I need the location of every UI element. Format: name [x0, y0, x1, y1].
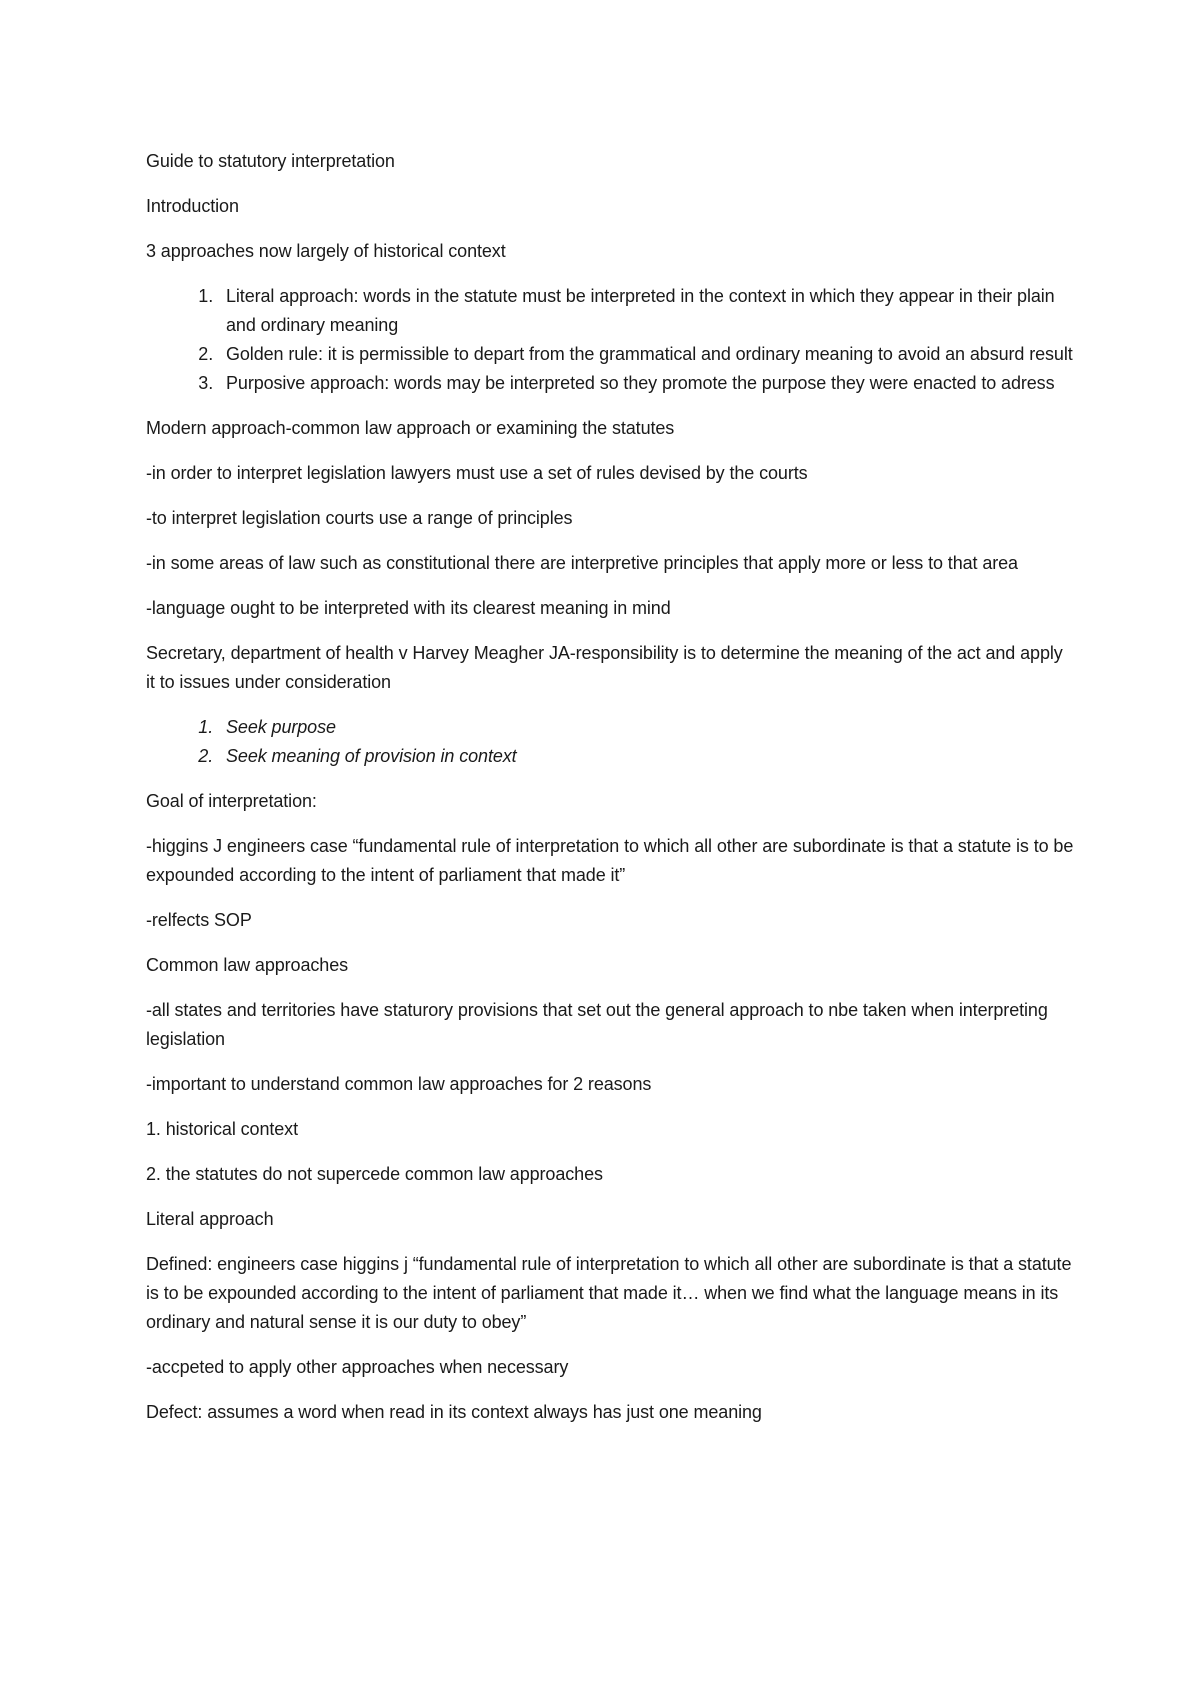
modern-approach-heading: Modern approach-common law approach or examining the statutes	[146, 418, 675, 438]
goal-heading: Goal of interpretation:	[146, 791, 317, 811]
literal-approach-heading: Literal approach	[146, 1209, 274, 1229]
list-item: 1. Seek purpose	[218, 713, 1076, 742]
secretary-list	[146, 713, 1076, 771]
literal-defect: Defect: assumes a word when read in its context always has just one meaning	[146, 1402, 762, 1422]
literal-defined: Defined: engineers case higgins j “fundamental rule of interpretation to which all other are subordinate is that a statute is to be expounded according to the intent of parliament that made it… when we find what the language means in its ordinary and natural sense it is our duty to obey”	[146, 1254, 1072, 1332]
modern-point: -in order to interpret legislation lawyers must use a set of rules devised by the courts	[146, 463, 808, 483]
common-law-point: 2. the statutes do not supercede common law approaches	[146, 1164, 603, 1184]
approaches-intro: 3 approaches now largely of historical context	[146, 241, 506, 261]
document-title: Guide to statutory interpretation	[146, 151, 395, 171]
goal-point: -relfects SOP	[146, 910, 252, 930]
approaches-list	[146, 282, 1076, 398]
introduction-heading: Introduction	[146, 196, 239, 216]
modern-point: -in some areas of law such as constitutional there are interpretive principles that apply more or less to that area	[146, 553, 1018, 573]
common-law-point: 1. historical context	[146, 1119, 298, 1139]
document-body	[146, 147, 1076, 1443]
modern-point: -language ought to be interpreted with its clearest meaning in mind	[146, 598, 671, 618]
list-item: 2. Seek meaning of provision in context	[218, 742, 1076, 771]
common-law-point: -all states and territories have staturory provisions that set out the general approach to nbe taken when interpreting legislation	[146, 1000, 1048, 1049]
list-item: 1. Literal approach: words in the statute must be interpreted in the context in which they appear in their plain and ordinary meaning	[218, 282, 1076, 340]
common-law-point: -important to understand common law approaches for 2 reasons	[146, 1074, 652, 1094]
list-item: 2. Golden rule: it is permissible to depart from the grammatical and ordinary meaning to avoid an absurd result	[218, 340, 1076, 369]
secretary-case: Secretary, department of health v Harvey Meagher JA-responsibility is to determine the meaning of the act and apply it to issues under consideration	[146, 643, 1063, 692]
list-item: 3. Purposive approach: words may be interpreted so they promote the purpose they were enacted to adress	[218, 369, 1076, 398]
literal-accepted: -accpeted to apply other approaches when necessary	[146, 1357, 569, 1377]
common-law-heading: Common law approaches	[146, 955, 348, 975]
modern-point: -to interpret legislation courts use a range of principles	[146, 508, 573, 528]
goal-point: -higgins J engineers case “fundamental rule of interpretation to which all other are subordinate is that a statute is to be expounded according to the intent of parliament that made it”	[146, 836, 1074, 885]
